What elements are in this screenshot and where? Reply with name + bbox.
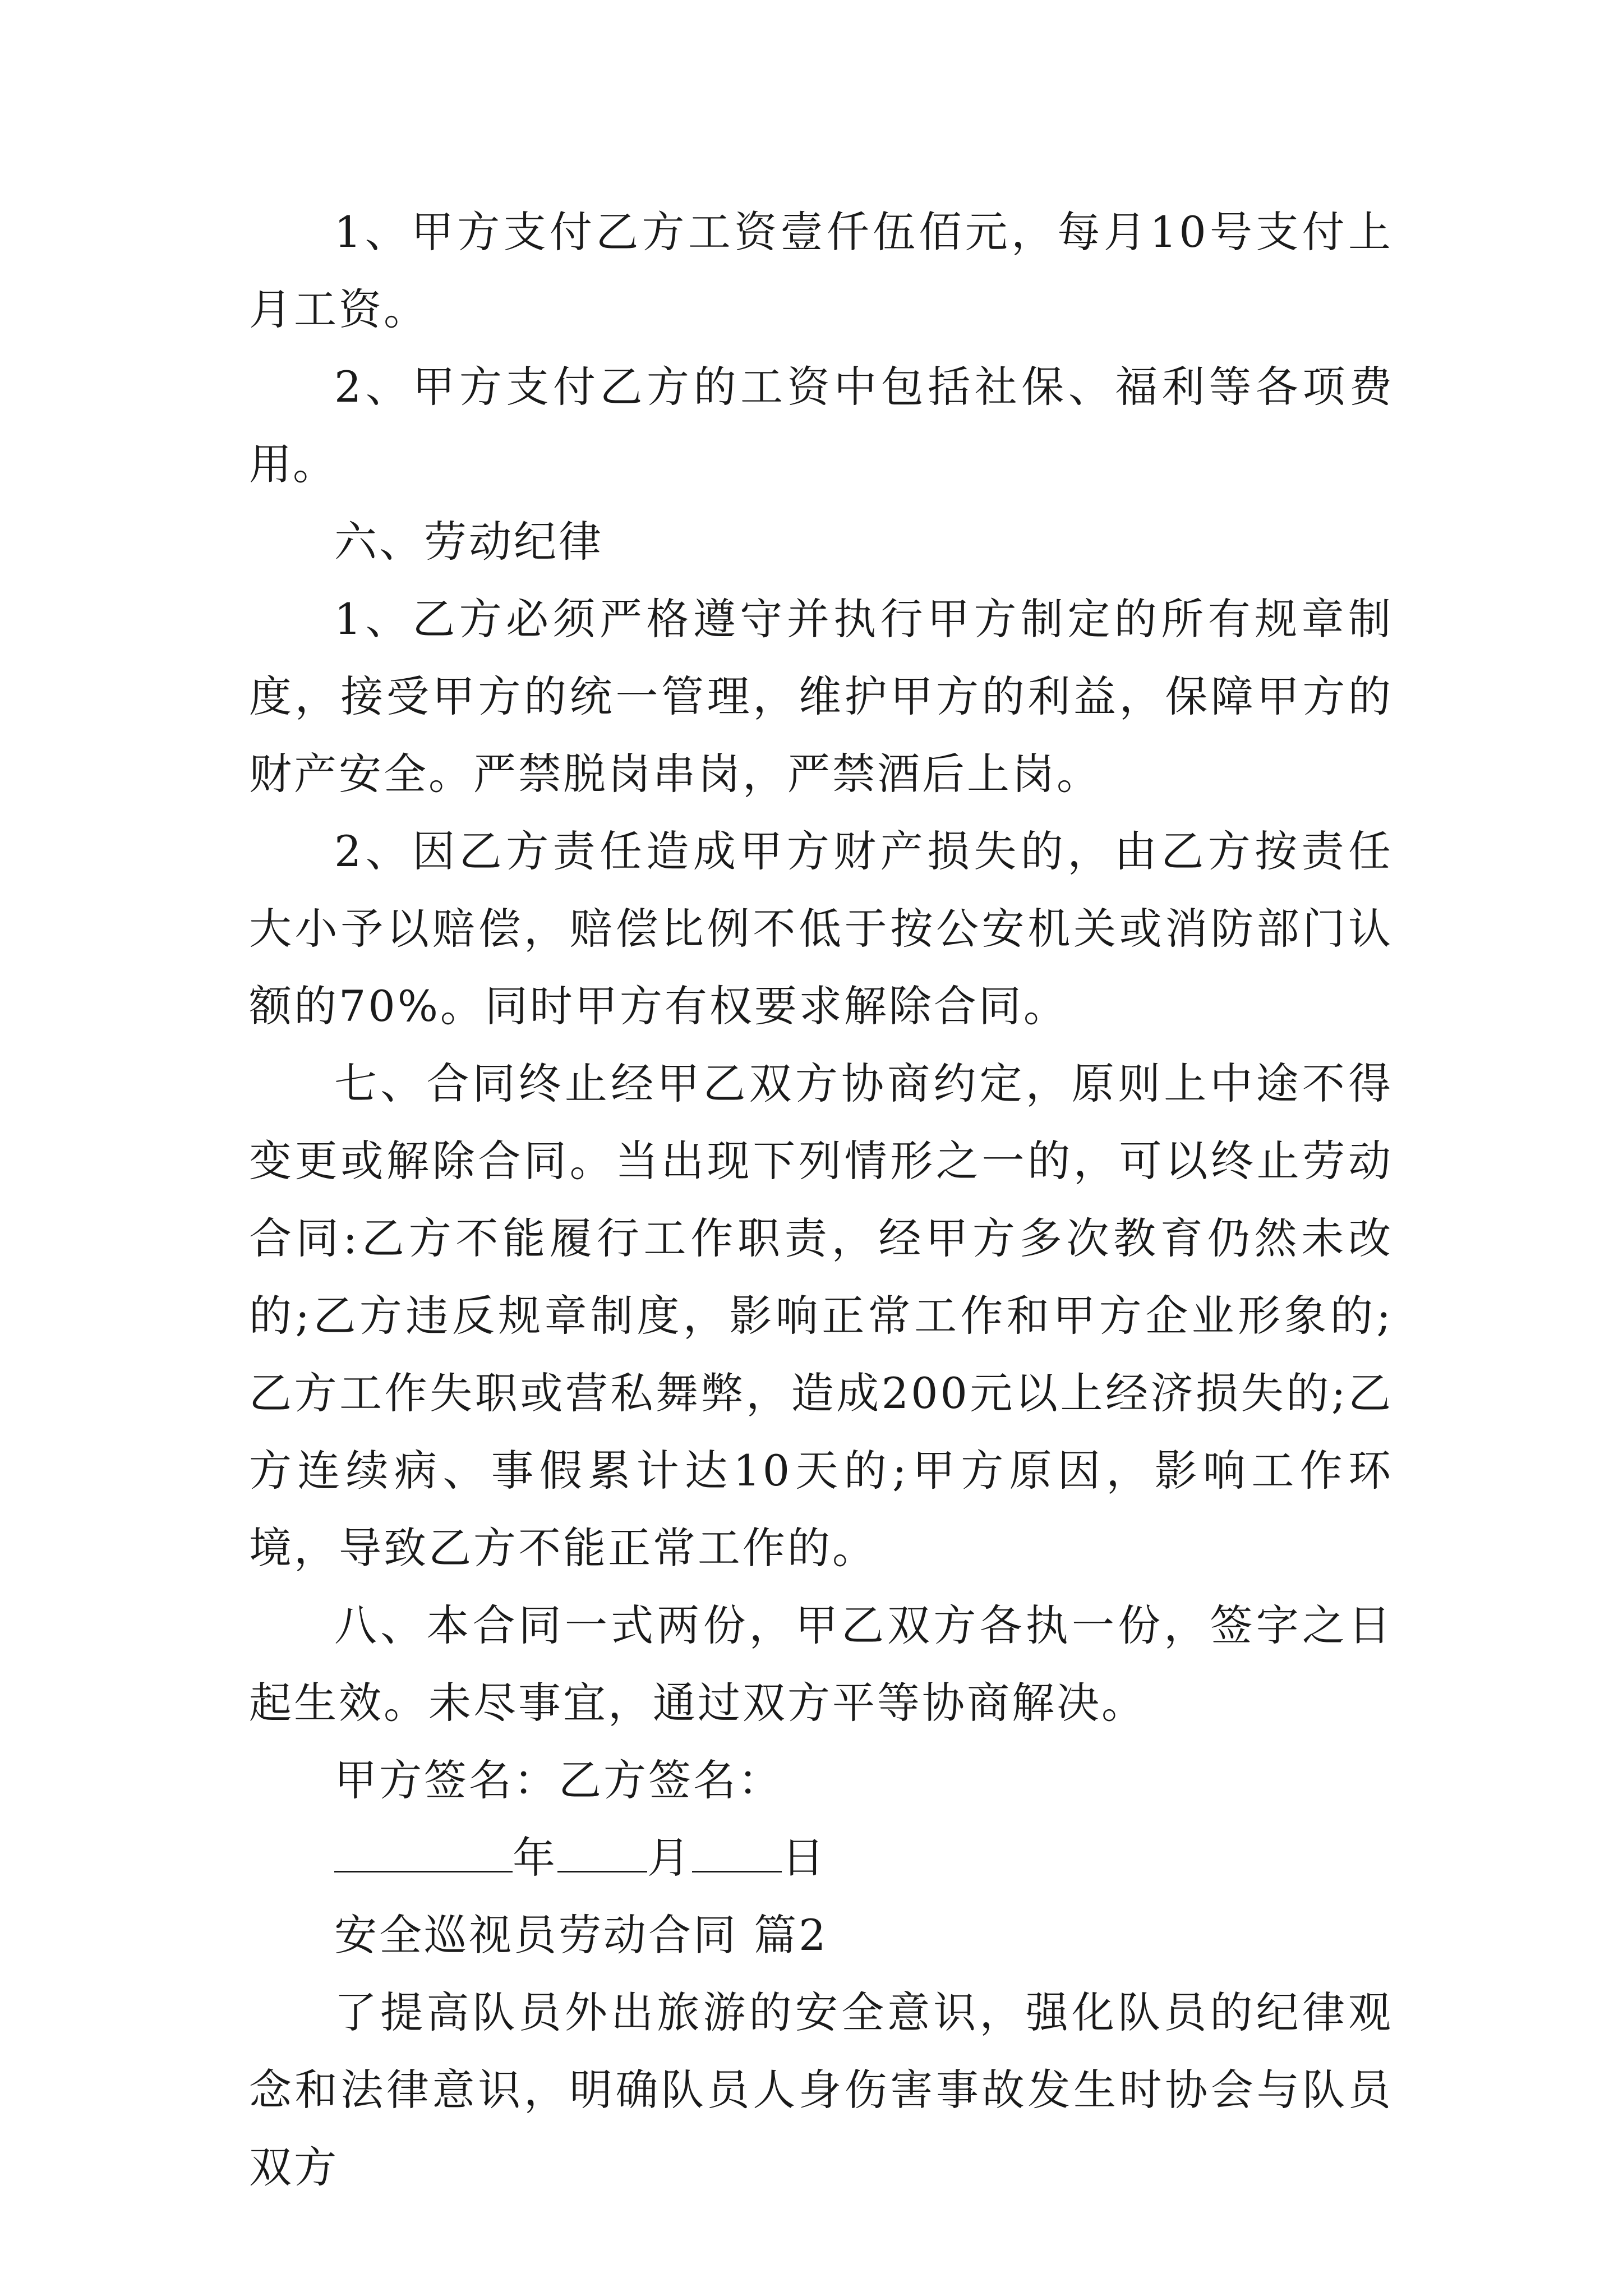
day-blank [692, 1832, 782, 1872]
paragraph-compensation: 2、因乙方责任造成甲方财产损失的，由乙方按责任大小予以赔偿，赔偿比例不低于按公安机关或消防部门认额的70%。同时甲方有权要求解除合同。 [249, 826, 1393, 1031]
year-blank [334, 1832, 513, 1872]
month-label: 月 [647, 1833, 692, 1883]
month-blank [557, 1832, 647, 1872]
date-line [249, 1819, 1393, 1897]
paragraph-contract-termination: 七、合同终止经甲乙双方协商约定，原则上中途不得变更或解除合同。当出现下列情形之一的，可以终止劳动合同:乙方不能履行工作职责，经甲方多次教育仍然未改的;乙方违反规章制度，影响正常工作和甲方企业形象的;乙方工作失职或营私舞弊，造成200元以上经济损失的;乙方连续病、事假累计达10天的;甲方原因，影响工作环境，导致乙方不能正常工作的。 [249, 1059, 1393, 1573]
signature-line: 甲方签名：乙方签名： [334, 1755, 783, 1805]
section-title: 安全巡视员劳动合同 篇2 [334, 1910, 828, 1960]
day-label: 日 [782, 1833, 827, 1883]
paragraph-discipline-rules: 1、乙方必须严格遵守并执行甲方制定的所有规章制度，接受甲方的统一管理，维护甲方的利益，保障甲方的财产安全。严禁脱岗串岗，严禁酒后上岗。 [249, 594, 1393, 799]
document-body [249, 194, 1393, 2206]
heading-labor-discipline: 六、劳动纪律 [334, 517, 603, 567]
paragraph-wage-payment: 1、甲方支付乙方工资壹仟伍佰元，每月10号支付上月工资。 [249, 207, 1393, 334]
paragraph-copies-effective: 八、本合同一式两份，甲乙双方各执一份，签字之日起生效。未尽事宜，通过双方平等协商解决。 [249, 1600, 1393, 1728]
year-label: 年 [513, 1833, 557, 1883]
paragraph-wage-contents: 2、甲方支付乙方的工资中包括社保、福利等各项费用。 [249, 362, 1393, 489]
paragraph-closing: 了提高队员外出旅游的安全意识，强化队员的纪律观念和法律意识，明确队员人身伤害事故发生时协会与队员双方 [249, 1987, 1393, 2192]
